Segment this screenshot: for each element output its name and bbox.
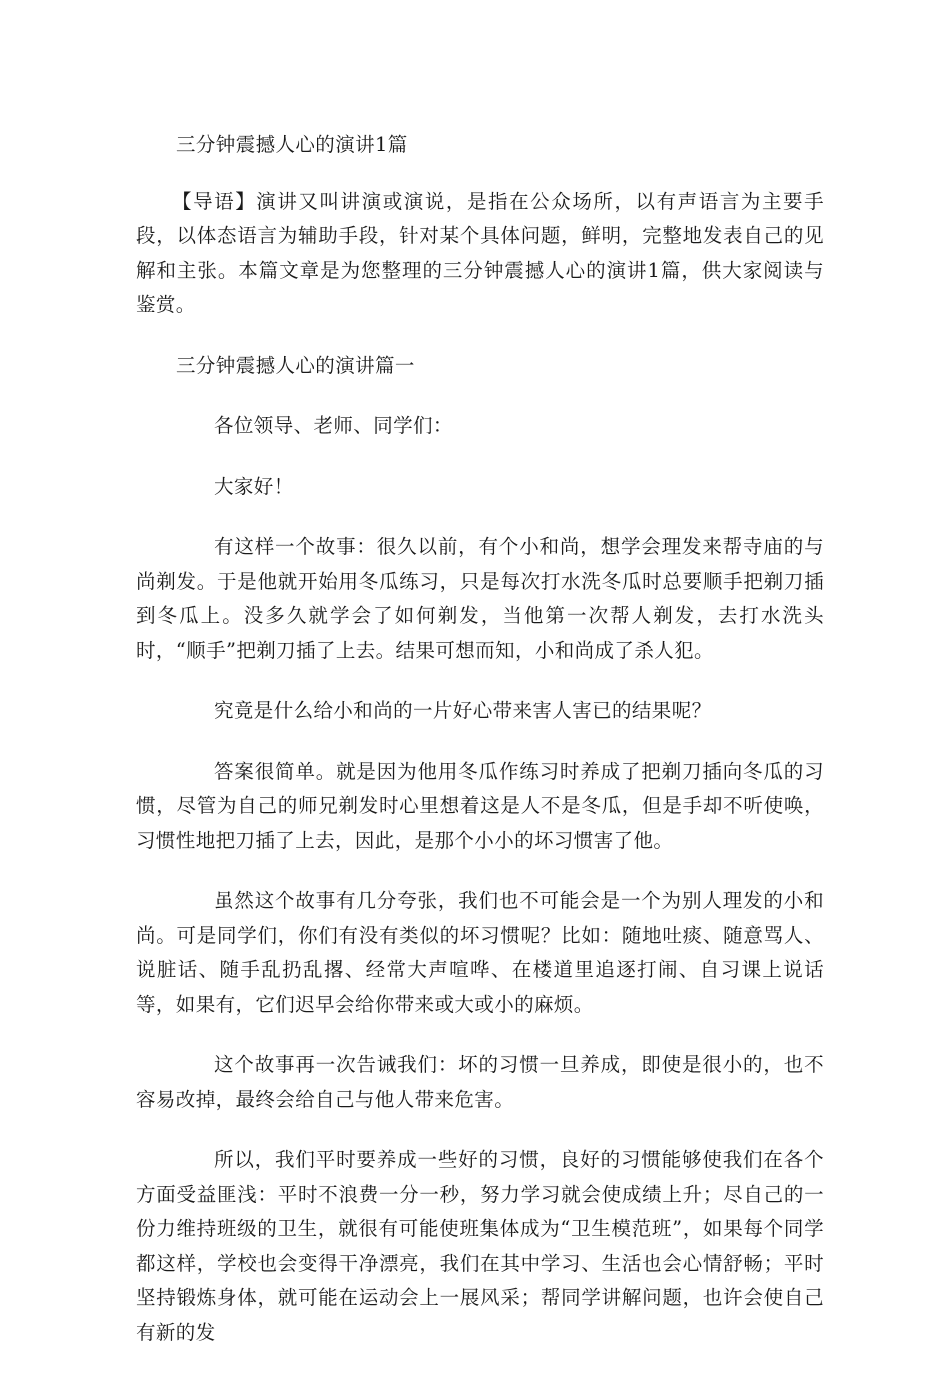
salutation: 各位领导、老师、同学们： bbox=[214, 414, 453, 437]
body-paragraph: 虽然这个故事有几分夸张，我们也不可能会是一个为别人理发的小和尚。可是同学们，你们有没有类似的坏习惯呢？比如：随地吐痰、随意骂人、说脏话、随手乱扔乱撂、经常大声喧哗、在楼道里追逐打闹、自习课上说话等，如果有，它们迟早会给你带来或大或小的麻烦。 bbox=[136, 889, 824, 1016]
body-paragraph: 这个故事再一次告诫我们：坏的习惯一旦养成，即使是很小的，也不容易改掉，最终会给自己与他人带来危害。 bbox=[136, 1053, 824, 1111]
section-heading: 三分钟震撼人心的演讲篇一 bbox=[176, 353, 415, 377]
intro-paragraph: 【导语】演讲又叫讲演或演说，是指在公众场所，以有声语言为主要手段，以体态语言为辅助手段，针对某个具体问题，鲜明，完整地发表自己的见解和主张。本篇文章是为您整理的三分钟震撼人心的演讲1篇，供大家阅读与鉴赏。 bbox=[136, 189, 824, 316]
document-body bbox=[136, 128, 824, 1376]
body-paragraph: 有这样一个故事：很久以前，有个小和尚，想学会理发来帮寺庙的与尚剃发。于是他就开始用冬瓜练习，只是每次打水洗冬瓜时总要顺手把剃刀插到冬瓜上。没多久就学会了如何剃发，当他第一次帮人剃发，去打水洗头时，“顺手”把剃刀插了上去。结果可想而知，小和尚成了杀人犯。 bbox=[136, 535, 824, 662]
document-title: 三分钟震撼人心的演讲1篇 bbox=[176, 133, 408, 156]
greeting: 大家好！ bbox=[214, 474, 294, 498]
body-paragraph: 答案很简单。就是因为他用冬瓜作练习时养成了把剃刀插向冬瓜的习惯，尽管为自己的师兄剃发时心里想着这是人不是冬瓜，但是手却不听使唤，习惯性地把刀插了上去，因此，是那个小小的坏习惯害了他。 bbox=[136, 759, 824, 852]
body-paragraph: 所以，我们平时要养成一些好的习惯，良好的习惯能够使我们在各个方面受益匪浅：平时不浪费一分一秒，努力学习就会使成绩上升；尽自己的一份力维持班级的卫生，就很有可能使班集体成为“卫生模范班”，如果每个同学都这样，学校也会变得干净漂亮，我们在其中学习、生活也会心情舒畅；平时坚持锻炼身体，就可能在运动会上一展风采；帮同学讲解问题，也许会使自己有新的发 bbox=[136, 1148, 824, 1344]
body-paragraph: 究竟是什么给小和尚的一片好心带来害人害已的结果呢？ bbox=[214, 699, 712, 722]
